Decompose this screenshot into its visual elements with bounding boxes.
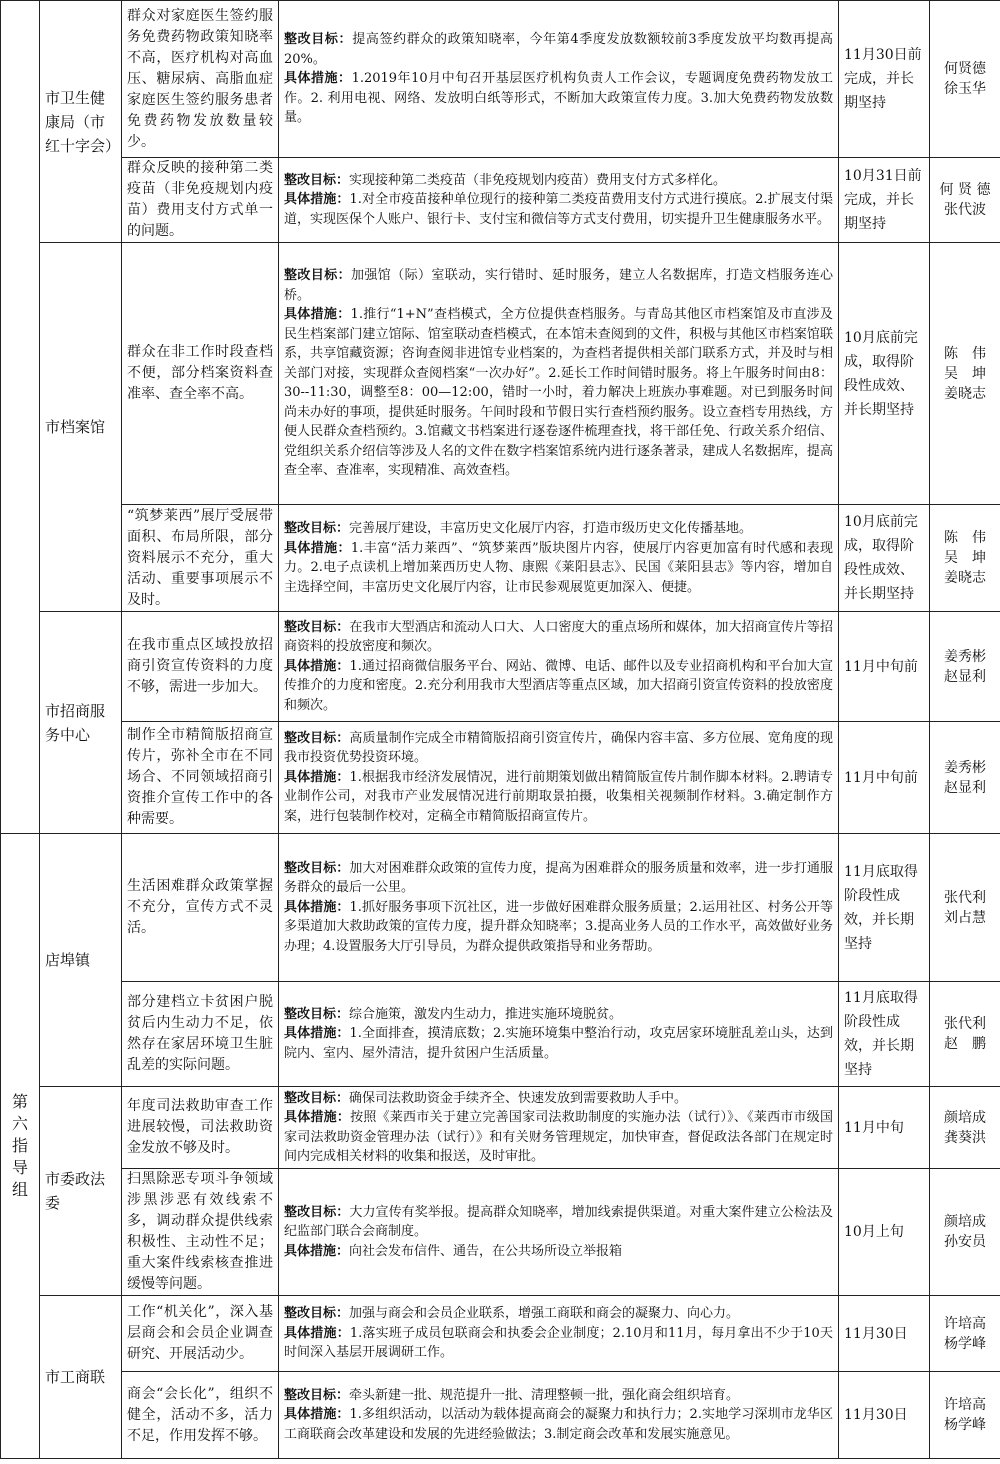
issue-text: “筑梦莱西”展厅受展带面积、布局所限，部分资料展示不充分，重大活动、重要事项展示不及时。 [122,505,279,612]
unit-name: 市档案馆 [40,243,122,612]
responsible-persons [930,1169,1000,1296]
responsible-person: 许培高 [944,1397,986,1413]
goal-label: 整改目标： [284,32,353,48]
measures-label: 具体措施： [284,192,350,208]
responsible-person: 吴 坤 [944,365,986,382]
deadline: 11月中旬前 [839,612,930,722]
goal-label: 整改目标： [284,268,351,284]
responsible-person: 陈 伟 [944,345,986,362]
responsible-person: 张代波 [944,202,986,218]
specific-measures [284,539,833,598]
rectification-goal [284,729,833,768]
responsible-person: 何 贤 德 [939,182,991,198]
responsible-person: 姜晓志 [944,385,986,402]
goal-label: 整改目标： [284,172,350,188]
goal-text: 实现接种第二类疫苗（非免疫规划内疫苗）费用支付方式多样化。 [349,172,727,188]
table-row [1,1087,1000,1169]
responsible-persons [930,1,1000,158]
rectification-measures-cell [279,1087,839,1169]
responsible-person: 刘占慧 [944,909,986,926]
rectification-goal [284,519,833,539]
deadline: 11月中旬前 [839,722,930,834]
issue-text: 生活困难群众政策掌握不充分，宣传方式不灵活。 [122,834,279,982]
rectification-goal [284,30,833,69]
measures-label: 具体措施： [284,1026,350,1042]
rectification-goal [284,171,833,191]
goal-text: 加大对困难群众政策的宣传力度，提高为困难群众的服务质量和效率，进一步打通服务群众的最后一公里。 [284,860,833,896]
responsible-person: 杨学峰 [944,1417,986,1433]
goal-text: 大力宣传有奖举报。提高群众知晓率，增加线索提供渠道。对重大案件建立公检法及纪监部门联合会商制度。 [284,1204,833,1240]
responsible-person: 颜培成 [944,1214,986,1230]
measures-text: 向社会发布信件、通告，在公共场所设立举报箱 [349,1243,623,1259]
responsible-person: 吴 坤 [944,550,986,566]
rectification-measures-cell [279,834,839,982]
issue-text: 在我市重点区域投放招商引资宣传资料的力度不够，需进一步加大。 [122,612,279,722]
specific-measures [284,1405,833,1444]
deadline: 11月30日 [839,1372,930,1459]
rectification-goal [284,859,833,898]
specific-measures [284,657,833,716]
goal-label: 整改目标： [284,1387,350,1403]
responsible-persons [930,612,1000,722]
responsible-person: 杨学峰 [944,1335,986,1352]
rectification-measures-cell [279,722,839,834]
issue-text: 商会“会长化”，组织不健全，活动不多，活力不足，作用发挥不够。 [122,1372,279,1459]
deadline: 11月底取得阶段性成效，并长期坚持 [839,834,930,982]
issue-text: 扫黑除恶专项斗争领域涉黑涉恶有效线索不多，调动群众提供线索积极性、主动性不足；重大案件线索核查推进缓慢等问题。 [122,1169,279,1296]
table-row [1,243,1000,505]
goal-label: 整改目标： [284,1204,350,1220]
responsible-person: 赵显利 [944,779,986,796]
rectification-goal [284,1005,833,1025]
specific-measures [284,1108,833,1167]
specific-measures [284,1024,833,1063]
table-row [1,834,1000,982]
rectification-goal [284,1089,833,1109]
measures-label: 具体措施： [284,1407,350,1423]
guidance-group-cell [1,834,40,1459]
rectification-measures-cell [279,243,839,505]
measures-label: 具体措施： [284,899,350,915]
goal-text: 牵头新建一批、规范提升一批、清理整顿一批，强化商会组织培育。 [349,1387,740,1403]
specific-measures [284,768,833,827]
issue-text: 年度司法救助审查工作进展较慢，司法救助资金发放不够及时。 [122,1087,279,1169]
table-row [1,1296,1000,1372]
measures-label: 具体措施： [284,1110,351,1125]
rectification-goal [284,266,833,305]
measures-text: 1.丰富“活力莱西”、“筑梦莱西”版块图片内容，使展厅内容更加富有时代感和表现力。2.电子点读机上增加莱西历史人物、康熙《莱阳县志》、民国《莱阳县志》等内容，增加自主选择空间，丰富历史文化展厅内容，让市民参观展览更加深入、便捷。 [284,540,833,595]
goal-text: 加强与商会和会员企业联系，增强工商联和商会的凝聚力、向心力。 [349,1306,740,1322]
goal-text: 加强馆（际）室联动，实行错时、延时服务，建立人名数据库，打造文档服务连心桥。 [284,268,833,303]
specific-measures [284,898,833,957]
table-row [1,722,1000,834]
specific-measures [284,1242,833,1262]
table-row [1,982,1000,1087]
rectification-measures-cell [279,1296,839,1372]
deadline: 11月中旬 [839,1087,930,1169]
table-row [1,1,1000,158]
rectification-measures-cell [279,1169,839,1296]
deadline: 10月31日前完成，并长期坚持 [839,158,930,243]
rectification-measures-cell [279,982,839,1087]
responsible-persons [930,834,1000,982]
responsible-person: 龚葵洪 [944,1129,986,1146]
measures-text: 1.2019年10月中旬召开基层医疗机构负责人工作会议，专题调度免费药物发放工作。2. 利用电视、网络、发放明白纸等形式，不断加大政策宣传力度。3.加大免费药物发放数量。 [284,71,833,126]
rectification-measures-cell [279,158,839,243]
goal-label: 整改目标： [284,860,350,876]
goal-text: 完善展厅建设，丰富历史文化展厅内容，打造市级历史文化传播基地。 [349,521,753,536]
table-row [1,1372,1000,1459]
goal-text: 提高签约群众的政策知晓率，今年第4季度发放数额较前3季度发放平均数再提高20%。 [284,32,833,67]
responsible-person: 赵 鹏 [944,1036,986,1052]
issue-text: 部分建档立卡贫困户脱贫后内生动力不足，依然存在家居环境卫生脏乱差的实际问题。 [122,982,279,1087]
unit-name: 市委政法委 [40,1087,122,1296]
rectification-measures-cell [279,1372,839,1459]
measures-text: 1.全面排查，摸清底数；2.实施环境集中整治行动，攻克居家环境脏乱差山头，达到院内、室内、屋外清洁，提升贫困户生活质量。 [284,1026,833,1061]
responsible-person: 张代利 [944,889,986,906]
goal-label: 整改目标： [284,730,350,746]
deadline: 11月30日前完成，并长期坚持 [839,1,930,158]
deadline: 10月底前完成，取得阶段性成效、并长期坚持 [839,505,930,612]
rectification-goal [284,1386,833,1406]
guidance-group-cell [1,1,40,834]
responsible-persons [930,1296,1000,1372]
responsible-person: 颜培成 [944,1109,986,1126]
measures-text: 1.落实班子成员包联商会和执委会企业制度；2.10月和11月，每月拿出不少于10天时间深入基层开展调研工作。 [284,1325,833,1361]
unit-name: 店埠镇 [40,834,122,1087]
measures-text: 1.推行“1+N”查档模式，全方位提供查档服务。与青岛其他区市档案馆及市直涉及民生档案部门建立馆际、馆室联动查档模式，在本馆未查阅到的文件，积极与其他区市档案馆联系，共享馆藏资源；咨询查阅非进馆专业档案的，为查档者提供相关部门联系方式，并及时与相关部门对接，实现群众查阅档案“一次办好”。2.延长工作时间错时服务。将上午服务时间由8：30--11:30，调整至8：00—12:00，错时一小时，着力解决上班族办事难题。对已到服务时间尚未办好的事项，提供延时服务。午间时段和节假日实行查档预约服务。设立查档专用热线，方便人民群众查档预约。3.馆藏文书档案进行逐卷逐件梳理查找，将干部任免、行政关系介绍信、党组织关系介绍信等涉及人名的文件在数字档案馆系统内进行逐条著录，建成人名数据库，提高查全率、查准率，实现精准、高效查档。 [284,307,833,479]
deadline: 10月上旬 [839,1169,930,1296]
responsible-persons [930,722,1000,834]
table-row [1,612,1000,722]
measures-label: 具体措施： [284,769,350,785]
measures-text: 1.多组织活动，以活动为载体提高商会的凝聚力和执行力；2.实地学习深圳市龙华区工商联商会改革建设和发展的先进经验做法；3.制定商会改革和发展实施意见。 [284,1407,833,1442]
goal-label: 整改目标： [284,1306,350,1322]
measures-label: 具体措施： [284,71,352,87]
rectification-goal [284,618,833,657]
responsible-person: 赵显利 [944,668,986,685]
responsible-person: 姜秀彬 [944,648,986,665]
measures-text: 按照《莱西市关于建立完善国家司法救助制度的实施办法（试行）》、《莱西市市级国家司法救助资金管理办法（试行）》和有关财务管理规定，加快审查，督促政法各部门在规定时间内完成相关材料的收集和报送，及时审批。 [284,1110,833,1164]
specific-measures [284,190,833,229]
responsible-person: 徐玉华 [944,81,986,97]
rectification-goal [284,1304,833,1324]
rectification-measures-cell [279,505,839,612]
specific-measures [284,1324,833,1363]
responsible-persons [930,243,1000,505]
responsible-person: 陈 伟 [944,530,986,546]
specific-measures [284,69,833,128]
goal-text: 在我市大型酒店和流动人口大、人口密度大的重点场所和媒体，加大招商宣传片等招商资料的投放密度和频次。 [284,619,833,655]
rectification-goal [284,1203,833,1242]
responsible-person: 姜晓志 [944,570,986,586]
goal-label: 整改目标： [284,619,350,635]
goal-label: 整改目标： [284,521,350,536]
responsible-persons [930,1372,1000,1459]
responsible-person: 孙安员 [944,1234,986,1250]
goal-text: 高质量制作完成全市精简版招商引资宣传片，确保内容丰富、多方位展、宽角度的现我市投资优势投资环境。 [284,730,833,766]
responsible-person: 张代利 [944,1016,986,1032]
responsible-persons [930,1087,1000,1169]
measures-label: 具体措施： [284,307,351,323]
table-row [1,158,1000,243]
measures-label: 具体措施： [284,1243,350,1259]
specific-measures [284,305,833,481]
responsible-person: 何贤德 [944,61,986,77]
table-body [1,1,1000,1459]
responsible-persons [930,982,1000,1087]
measures-label: 具体措施： [284,540,351,556]
table-row [1,505,1000,612]
deadline: 11月30日 [839,1296,930,1372]
measures-text: 1.根据我市经济发展情况，进行前期策划做出精简版宣传片制作脚本材料。2.聘请专业制作公司，对我市产业发展情况进行前期取景拍摄，收集相关视频制作材料。3.确定制作方案，进行包装制作校对，定稿全市精简版招商宣传片。 [284,769,833,824]
issue-text: 群众对家庭医生签约服务免费药物政策知晓率不高，医疗机构对高血压、糖尿病、高脂血症家庭医生签约服务患者免费药物发放数量较少。 [122,1,279,158]
unit-name: 市卫生健康局（市红十字会） [40,1,122,243]
measures-text: 1.抓好服务事项下沉社区，进一步做好困难群众服务质量；2.运用社区、村务公开等多渠道加大救助政策的宣传力度，提升群众知晓率；3.提高业务人员的工作水平，高效做好业务办理；4.设置服务大厅引导员，为群众提供政策指导和业务帮助。 [284,899,833,954]
unit-name: 市工商联 [40,1296,122,1459]
measures-text: 1.对全市疫苗接种单位现行的接种第二类疫苗费用支付方式进行摸底。2.扩展支付渠道，实现医保个人账户、银行卡、支付宝和微信等方式支付费用，切实提升卫生健康服务水平。 [284,192,833,227]
deadline: 11月底取得阶段性成效，并长期坚持 [839,982,930,1087]
deadline: 10月底前完成，取得阶段性成效、并长期坚持 [839,243,930,505]
issue-text: 群众反映的接种第二类疫苗（非免疫规划内疫苗）费用支付方式单一的问题。 [122,158,279,243]
responsible-person: 许培高 [944,1315,986,1332]
goal-text: 确保司法救助资金手续齐全、快速发放到需要救助人手中。 [349,1090,688,1106]
table-row [1,1169,1000,1296]
responsible-persons [930,158,1000,243]
issue-text: 制作全市精简版招商宣传片，弥补全市在不同场合、不同领域招商引资推介宣传工作中的各种需要。 [122,722,279,834]
goal-label: 整改目标： [284,1006,350,1022]
goal-label: 整改目标： [284,1090,350,1106]
goal-text: 综合施策，激发内生动力，推进实施环境脱贫。 [349,1006,623,1022]
responsible-person: 姜秀彬 [944,759,986,776]
measures-text: 1.通过招商微信服务平台、网站、微博、电话、邮件以及专业招商机构和平台加大宣传推介的力度和密度。2.充分利用我市大型酒店等重点区域，加大招商引资宣传资料的投放密度和频次。 [284,658,833,713]
measures-label: 具体措施： [284,1325,350,1341]
rectification-measures-cell [279,1,839,158]
issue-text: 工作“机关化”，深入基层商会和会员企业调查研究、开展活动少。 [122,1296,279,1372]
unit-name: 市招商服务中心 [40,612,122,834]
rectification-measures-cell [279,612,839,722]
responsible-persons [930,505,1000,612]
issue-text: 群众在非工作时段查档不便，部分档案资料查准率、查全率不高。 [122,243,279,505]
guidance-group-label: 第六指导组 [11,1092,28,1199]
measures-label: 具体措施： [284,658,350,674]
